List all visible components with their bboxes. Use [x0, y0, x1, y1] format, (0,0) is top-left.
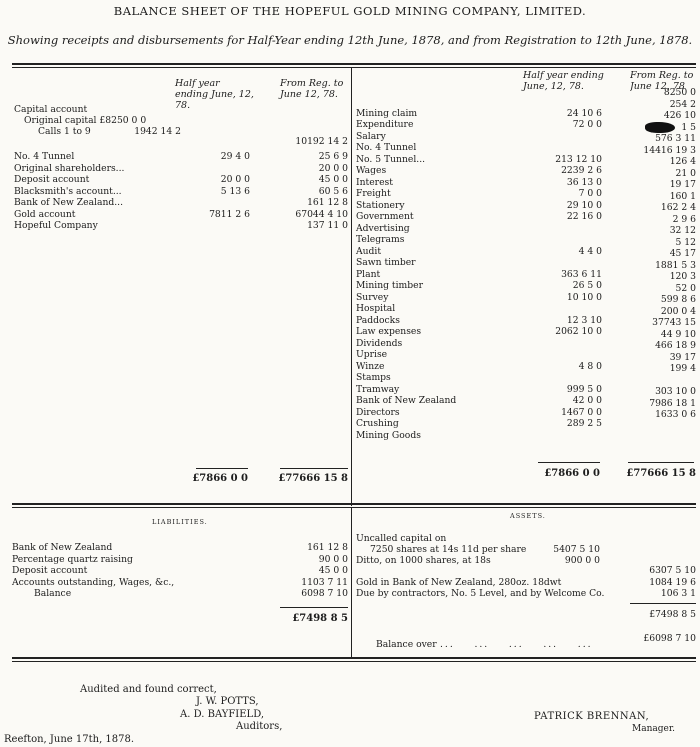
assets-uncalled: Uncalled capital on: [356, 533, 447, 544]
disbursement-reg: 162 2 4: [660, 203, 696, 213]
receipt-label: Bank of New Zealand...: [14, 197, 124, 208]
disbursement-label: Crushing: [356, 418, 399, 429]
disbursement-reg: 599 8 6: [660, 295, 696, 305]
auditors-label: Auditors,: [236, 721, 283, 732]
assets-shares2: Ditto, on 1000 shares, at 18s: [356, 555, 491, 566]
receipt-reg: 25 6 9: [318, 151, 348, 162]
center-divider-lower: [351, 507, 352, 657]
calls-label: Calls 1 to 9: [38, 126, 91, 137]
liability-label: Bank of New Zealand: [12, 542, 113, 553]
disbursement-reg: 39 17: [669, 352, 696, 363]
liability-label: Balance: [34, 588, 72, 599]
disbursement-half: 36 13 0: [566, 176, 602, 188]
capital-account-label: Capital account: [14, 104, 88, 115]
disb-col-half-header: Half year ending June, 12, 78.: [523, 70, 604, 92]
disb-total-half: £7866 0 0: [544, 468, 600, 479]
assets-balance-dots: ... ... ... ... ...: [440, 639, 593, 650]
assets-shares1: 7250 shares at 14s 11d per share: [370, 544, 527, 555]
disbursement-half: 999 5 0: [566, 383, 602, 395]
assets-gold: Gold in Bank of New Zealand, 280oz. 18dwt: [356, 577, 562, 588]
calls-reg-amount: 10192 14 2: [295, 136, 348, 147]
disbursement-reg: 200 0 4: [660, 306, 696, 317]
disb-half-total-rule: [538, 462, 600, 463]
ink-blot: [645, 122, 675, 133]
receipt-label: No. 4 Tunnel: [14, 151, 75, 162]
liabilities-heading: LIABILITIES.: [152, 518, 208, 526]
disbursement-label: Sawn timber: [356, 257, 416, 268]
receipt-reg: 161 12 8: [307, 197, 348, 208]
calls-amount: 1942 14 2: [134, 126, 181, 137]
auditor-1: J. W. POTTS,: [196, 696, 259, 707]
receipts-col-reg-header: From Reg. to June 12, 78.: [280, 78, 344, 100]
receipt-reg: 20 0 0: [318, 162, 348, 174]
receipt-label: Gold account: [14, 208, 76, 220]
receipt-label: Blacksmith's account...: [14, 185, 122, 197]
audited-text: Audited and found correct,: [80, 684, 217, 695]
receipt-half: 5 13 6: [220, 185, 250, 197]
disbursement-half: 22 16 0: [566, 211, 602, 222]
disbursement-label: Stamps: [356, 372, 391, 383]
auditor-2: A. D. BAYFIELD,: [180, 709, 265, 720]
disbursement-reg: 199 4: [669, 364, 696, 374]
disbursement-label: Dividends: [356, 337, 403, 349]
disb-col-reg-header: From Reg. to June 12, 78: [630, 70, 694, 92]
disbursement-reg: 14416 19 3: [643, 145, 696, 156]
disbursement-label: Survey: [356, 291, 389, 303]
disbursement-label: Directors: [356, 406, 400, 418]
liability-amount: 90 0 0: [318, 553, 348, 565]
bottom-rule: [12, 657, 696, 659]
disbursement-half: 7 0 0: [578, 188, 602, 199]
disbursement-label: Plant: [356, 268, 381, 280]
disbursement-label: Government: [356, 211, 414, 222]
disbursement-half: 4 4 0: [578, 245, 602, 257]
disbursement-label: No. 4 Tunnel: [356, 142, 417, 153]
assets-heading: ASSETS.: [510, 512, 546, 520]
disbursement-reg: 37743 15: [652, 318, 696, 328]
receipt-label: Deposit account: [14, 174, 90, 185]
disbursement-reg: 426 10: [663, 111, 696, 121]
receipt-reg: 60 5 6: [318, 185, 348, 197]
manager-title: Manager.: [632, 724, 676, 734]
disbursement-half: 24 10 6: [566, 107, 602, 119]
receipt-reg: 45 0 0: [318, 174, 348, 185]
disbursement-reg: 303 10 0: [655, 387, 696, 397]
disb-total-reg: £77666 15 8: [626, 468, 696, 479]
receipt-label: Original shareholders...: [14, 162, 125, 174]
top-rule-thin: [12, 67, 696, 68]
disbursement-reg: 7986 18 1: [649, 398, 696, 409]
receipt-reg: 137 11 0: [307, 220, 348, 231]
disbursement-label: Audit: [356, 245, 382, 257]
assets-due-amount: 106 3 1: [660, 588, 696, 599]
disbursement-half: 42 0 0: [572, 395, 602, 406]
disbursement-label: Wages: [356, 165, 387, 176]
disbursement-label: Salary: [356, 130, 386, 142]
disbursement-label: Stationery: [356, 199, 405, 211]
disbursement-reg: 466 18 9: [655, 341, 696, 351]
manager-name: PATRICK BRENNAN,: [534, 711, 650, 722]
receipt-reg: 67044 4 10: [295, 208, 348, 220]
disbursement-label: Uprise: [356, 349, 388, 360]
disbursement-half: 2239 2 6: [561, 165, 602, 176]
disbursement-label: Expenditure: [356, 119, 414, 130]
page-subtitle: Showing receipts and disbursements for Half-Year ending 12th June, 1878, and from Registration to 12th June, 1878.: [7, 33, 693, 47]
disbursement-reg: 1633 0 6: [655, 410, 696, 420]
disbursement-label: Mining timber: [356, 280, 423, 291]
liability-amount: 6098 7 10: [301, 588, 348, 599]
disbursement-reg: 52 0: [675, 283, 696, 294]
center-divider-upper: [351, 68, 352, 506]
disbursement-half: 10 10 0: [566, 291, 602, 303]
disbursement-label: Paddocks: [356, 314, 400, 326]
disbursement-label: Winze: [356, 360, 385, 372]
place-date: Reefton, June 17th, 1878.: [4, 734, 135, 745]
disbursement-half: 1467 0 0: [561, 406, 602, 418]
receipt-half: 20 0 0: [220, 174, 250, 185]
receipts-reg-total-rule: [280, 468, 348, 469]
assets-shares2-amount: 900 0 0: [564, 555, 600, 566]
disbursement-reg: 1881 5 3: [655, 260, 696, 271]
disbursement-reg: 2 9 6: [672, 214, 696, 225]
disbursement-label: No. 5 Tunnel...: [356, 153, 426, 165]
mid-rule: [12, 503, 696, 505]
liabilities-total: £7498 8 5: [292, 613, 348, 624]
disbursement-label: Mining Goods: [356, 429, 421, 441]
bottom-rule-thin: [12, 661, 696, 662]
disbursement-half: 2062 10 0: [555, 326, 602, 337]
disbursement-label: Tramway: [356, 383, 400, 395]
disbursement-reg: 5 12: [675, 237, 696, 248]
disbursement-label: Law expenses: [356, 326, 422, 337]
disbursement-reg: 8250 0: [663, 88, 696, 98]
original-capital: Original capital £8250 0 0: [24, 115, 147, 126]
disbursement-half: 29 10 0: [566, 199, 602, 211]
receipts-col-half-header: Half year ending June, 12, 78.: [175, 78, 254, 111]
receipts-half-total-rule: [196, 468, 248, 469]
disbursement-half: 72 0 0: [572, 119, 602, 130]
disbursement-half: 289 2 5: [566, 418, 602, 429]
disbursement-reg: 120 3: [669, 272, 696, 282]
receipt-half: 7811 2 6: [209, 208, 250, 220]
assets-due: Due by contractors, No. 5 Level, and by Welcome Co.: [356, 588, 605, 599]
disbursement-label: Telegrams: [356, 234, 405, 245]
liability-amount: 45 0 0: [318, 565, 348, 576]
mid-rule-thin: [12, 507, 696, 508]
disbursement-reg: 160 1: [669, 191, 696, 202]
disbursement-label: Advertising: [356, 222, 410, 234]
disbursement-label: Hospital: [356, 303, 396, 314]
liability-amount: 1103 7 11: [301, 576, 348, 588]
disbursement-reg: 44 9 10: [660, 329, 696, 340]
disbursement-label: Bank of New Zealand: [356, 395, 457, 406]
disbursement-half: 4 8 0: [578, 360, 602, 372]
receipts-total-reg: £77666 15 8: [278, 473, 348, 484]
disbursement-half: 363 6 11: [561, 268, 602, 280]
liability-label: Deposit account: [12, 565, 88, 576]
page-title: BALANCE SHEET OF THE HOPEFUL GOLD MINING COMPANY, LIMITED.: [113, 4, 587, 18]
disbursement-half: 213 12 10: [555, 153, 602, 165]
receipts-total-half: £7866 0 0: [192, 473, 248, 484]
disbursement-label: Interest: [356, 176, 393, 188]
disbursement-reg: 21 0: [675, 168, 696, 179]
disbursement-reg: 45 17: [669, 249, 696, 259]
receipt-half: 29 4 0: [220, 151, 250, 162]
top-rule: [12, 63, 696, 65]
disbursement-reg: 126 4: [669, 157, 696, 167]
assets-shares-total: 6307 5 10: [649, 565, 696, 576]
liabilities-total-rule: [280, 607, 348, 608]
liability-label: Accounts outstanding, Wages, &c.,: [12, 576, 175, 588]
liability-label: Percentage quartz raising: [12, 553, 133, 565]
disbursement-half: 12 3 10: [566, 314, 602, 326]
disbursement-reg: 1 5: [681, 122, 696, 133]
disbursement-reg: 254 2: [669, 99, 696, 110]
assets-total-rule: [630, 603, 696, 604]
disbursement-reg: 32 12: [669, 226, 696, 236]
assets-balance-label: Balance over: [376, 639, 437, 650]
assets-shares1-amount: 5407 5 10: [553, 544, 600, 555]
assets-total: £7498 8 5: [649, 609, 696, 620]
assets-balance-amount: £6098 7 10: [643, 633, 696, 644]
disbursement-half: 26 5 0: [572, 280, 602, 291]
receipt-label: Hopeful Company: [14, 220, 98, 231]
disb-reg-total-rule: [628, 462, 694, 463]
disbursement-label: Freight: [356, 188, 391, 199]
assets-gold-amount: 1084 19 6: [649, 577, 696, 588]
disbursement-reg: 576 3 11: [655, 134, 696, 144]
disbursement-label: Mining claim: [356, 107, 418, 119]
disbursement-reg: 19 17: [669, 180, 696, 190]
liability-amount: 161 12 8: [307, 542, 348, 553]
